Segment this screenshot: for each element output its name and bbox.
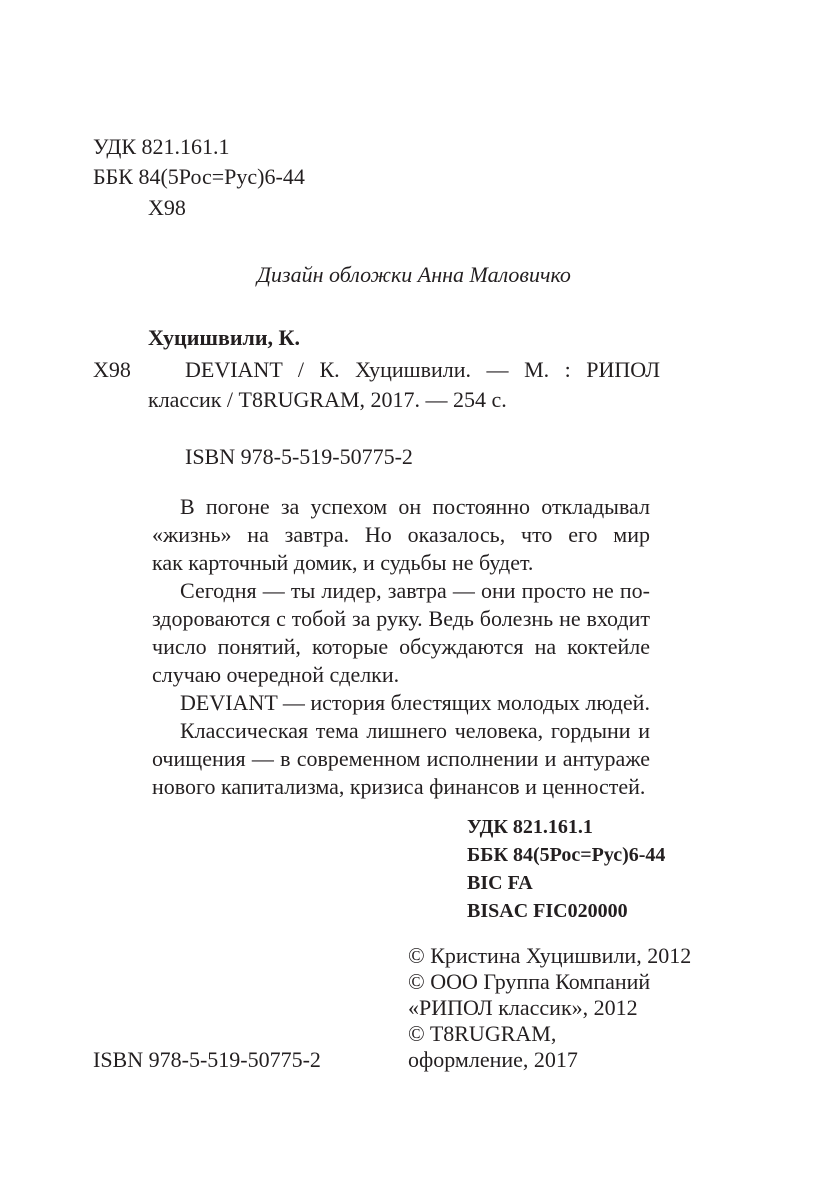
udk-bottom: УДК 821.161.1 <box>467 816 593 838</box>
bbk-top: ББК 84(5Рос=Рус)6-44 <box>93 164 305 189</box>
copyright-line: оформление, 2017 <box>408 1047 578 1072</box>
annotation-line: очищения — в современном исполнении и антураже <box>152 746 650 771</box>
annotation-line: «жизнь» на завтра. Но оказалось, что его мир <box>152 522 650 547</box>
bic-code: BIC FA <box>467 872 533 894</box>
annotation-line: нового капитализма, кризиса финансов и ценностей. <box>152 774 646 799</box>
udk-top: УДК 821.161.1 <box>93 134 230 159</box>
isbn: ISBN 978-5-519-50775-2 <box>185 444 413 469</box>
copyright-line: «РИПОЛ классик», 2012 <box>408 995 638 1020</box>
annotation-line: как карточный домик, и судьбы не будет. <box>152 550 534 575</box>
copyright-line: © Кристина Хуцишвили, 2012 <box>408 943 692 968</box>
annotation-line: DEVIANT — история блестящих молодых людей. <box>180 690 650 715</box>
bib-line-2: классик / T8RUGRAM, 2017. — 254 с. <box>148 387 507 412</box>
copyright-line: © ООО Группа Компаний <box>408 969 651 994</box>
annotation-line: случаю очередной сделки. <box>152 662 400 687</box>
bbk-bottom: ББК 84(5Рос=Рус)6-44 <box>467 844 666 866</box>
author-heading: Хуцишвили, К. <box>148 325 301 350</box>
annotation-line: число понятий, которые обсуждаются на коктейле <box>152 634 650 659</box>
author-mark: Х98 <box>93 357 131 382</box>
copyright-line: © T8RUGRAM, <box>408 1021 557 1046</box>
bib-line-1: DEVIANT / К. Хуцишвили. — М. : РИПОЛ <box>185 357 660 382</box>
annotation-line: Сегодня — ты лидер, завтра — они просто не по- <box>180 578 650 603</box>
annotation-line: В погоне за успехом он постоянно откладывал <box>180 494 650 519</box>
author-mark-top: Х98 <box>148 195 186 220</box>
isbn-bottom: ISBN 978-5-519-50775-2 <box>93 1047 321 1072</box>
cover-design-credit: Дизайн обложки Анна Маловичко <box>257 262 571 287</box>
annotation-line: Классическая тема лишнего человека, гордыни и <box>180 718 650 743</box>
bisac-code: BISAC FIC020000 <box>467 900 628 922</box>
annotation-line: здороваются с тобой за руку. Ведь болезнь не входит <box>152 606 650 631</box>
